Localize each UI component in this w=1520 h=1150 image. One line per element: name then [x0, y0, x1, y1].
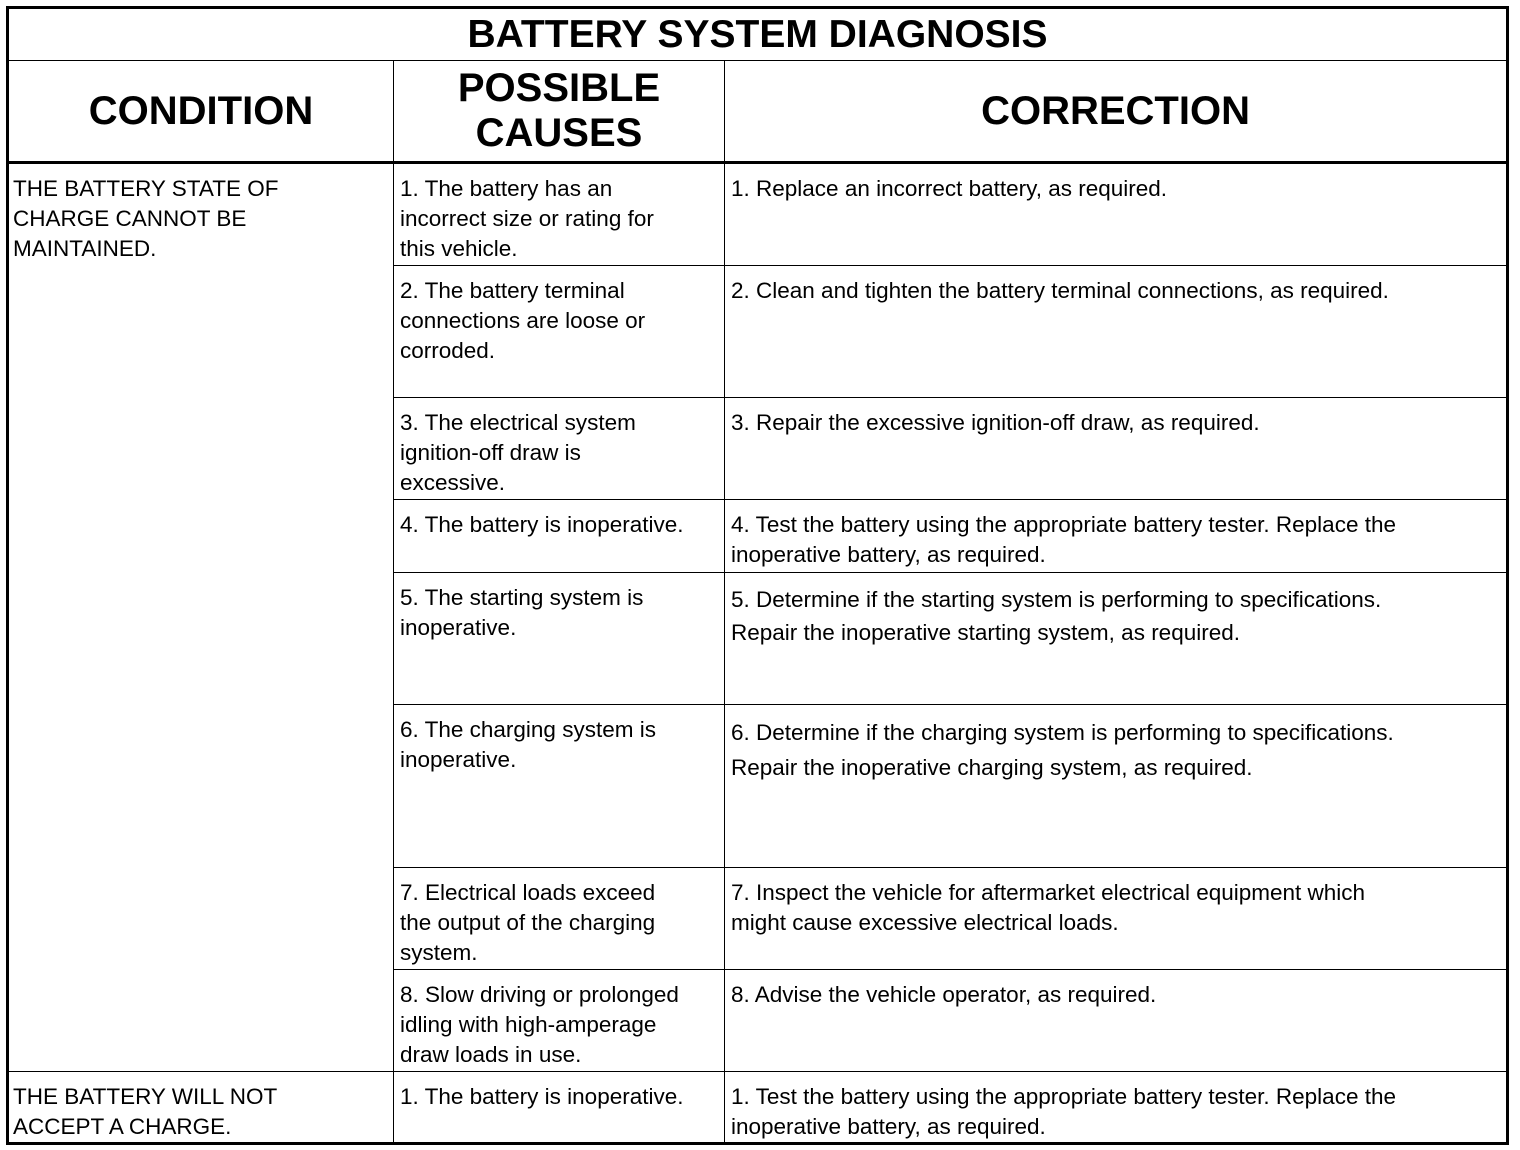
condition-text: THE BATTERY WILL NOT ACCEPT A CHARGE. — [13, 1084, 278, 1139]
correction-text: 3. Repair the excessive ignition-off draw, as required. — [731, 410, 1260, 435]
correction-text: 1. Test the battery using the appropriate battery tester. Replace the inoperative battery, as required. — [731, 1084, 1396, 1139]
condition-cell — [8, 163, 394, 1072]
cause-text: 3. The electrical system ignition-off draw is excessive. — [400, 410, 636, 495]
cause-text: 7. Electrical loads exceed the output of the charging system. — [400, 880, 656, 965]
table-row — [8, 163, 1508, 266]
cause-text: 4. The battery is inoperative. — [400, 512, 684, 537]
cause-cell — [394, 573, 725, 705]
condition-text: THE BATTERY STATE OF CHARGE CANNOT BE MAINTAINED. — [13, 176, 279, 261]
correction-cell — [725, 163, 1508, 266]
cause-text: 6. The charging system is inoperative. — [400, 717, 656, 772]
header-causes-label: POSSIBLE CAUSES — [457, 66, 661, 155]
correction-text: 5. Determine if the starting system is performing to specifications. Repair the inoperative starting system, as required. — [731, 587, 1382, 645]
correction-text: 2. Clean and tighten the battery terminal connections, as required. — [731, 278, 1389, 303]
cause-cell — [394, 163, 725, 266]
cause-text: 1. The battery has an incorrect size or rating for this vehicle. — [400, 176, 654, 261]
table-title: BATTERY SYSTEM DIAGNOSIS — [8, 8, 1508, 61]
correction-text: 8. Advise the vehicle operator, as required. — [731, 982, 1157, 1007]
correction-text: 6. Determine if the charging system is performing to specifications. Repair the inoperative charging system, as required. — [731, 720, 1394, 780]
correction-text: 1. Replace an incorrect battery, as required. — [731, 176, 1168, 201]
cause-cell — [394, 970, 725, 1072]
cause-text: 5. The starting system is inoperative. — [400, 585, 644, 640]
cause-cell — [394, 398, 725, 500]
correction-cell — [725, 705, 1508, 868]
correction-cell — [725, 398, 1508, 500]
header-row — [8, 61, 1508, 163]
cause-text: 8. Slow driving or prolonged idling with high-amperage draw loads in use. — [400, 982, 679, 1067]
cause-text: 2. The battery terminal connections are loose or corroded. — [400, 278, 646, 363]
cause-cell — [394, 266, 725, 398]
correction-cell — [725, 500, 1508, 573]
header-causes — [394, 61, 725, 163]
cause-text: 1. The battery is inoperative. — [400, 1084, 684, 1109]
correction-text: 7. Inspect the vehicle for aftermarket electrical equipment which might cause excessive electrical loads. — [731, 880, 1366, 935]
header-correction-label: CORRECTION — [981, 88, 1250, 133]
header-correction — [725, 61, 1508, 163]
header-condition-label: CONDITION — [88, 88, 314, 133]
correction-cell — [725, 573, 1508, 705]
correction-text: 4. Test the battery using the appropriate battery tester. Replace the inoperative battery, as required. — [731, 512, 1396, 567]
table-row — [8, 1072, 1508, 1144]
title-row — [8, 8, 1508, 61]
diagnosis-table — [6, 6, 1509, 1145]
correction-cell — [725, 1072, 1508, 1144]
condition-cell — [8, 1072, 394, 1144]
cause-cell — [394, 500, 725, 573]
cause-cell — [394, 1072, 725, 1144]
correction-cell — [725, 266, 1508, 398]
correction-cell — [725, 970, 1508, 1072]
cause-cell — [394, 868, 725, 970]
cause-cell — [394, 705, 725, 868]
header-condition — [8, 61, 394, 163]
correction-cell — [725, 868, 1508, 970]
